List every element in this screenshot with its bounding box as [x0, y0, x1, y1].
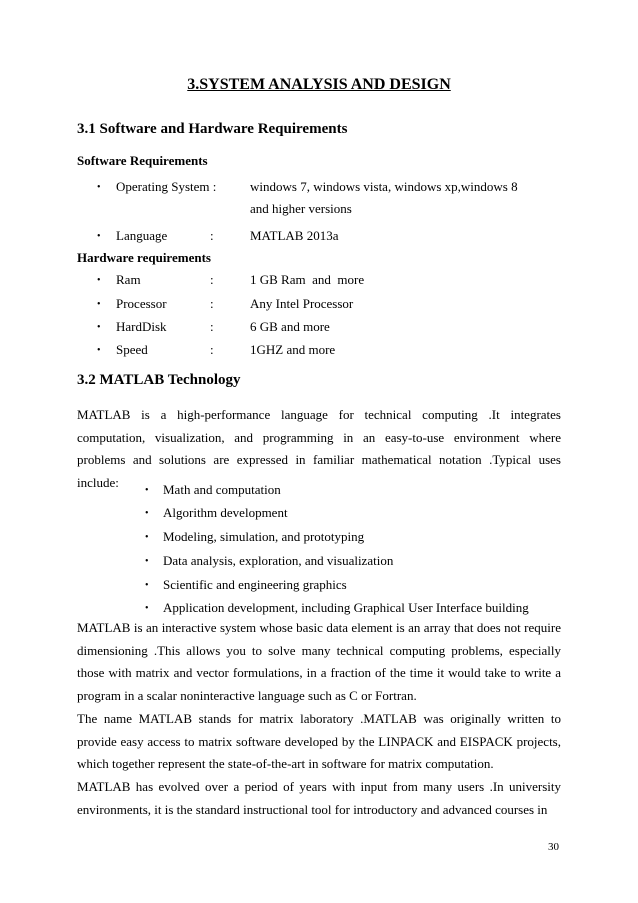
hardware-requirements-heading: Hardware requirements: [77, 250, 211, 265]
matlab-evolution-paragraph: MATLAB has evolved over a period of years with input from many users .In university environments, it is the standard instructional tool for introductory and advanced courses in: [77, 779, 561, 817]
requirement-colon: :: [210, 319, 214, 334]
requirement-value: 6 GB and more: [250, 319, 330, 334]
requirement-label: HardDisk: [116, 319, 167, 334]
bullet-icon: •: [97, 322, 101, 333]
bullet-icon: •: [145, 508, 149, 519]
list-item: Modeling, simulation, and prototyping: [163, 529, 365, 544]
matlab-name-paragraph: The name MATLAB stands for matrix laboratory .MATLAB was originally written to provide easy access to matrix software developed by the LINPACK and EISPACK projects, which together represent the state-of-the-art in software for matrix computation.: [77, 711, 561, 772]
list-item: Algorithm development: [163, 505, 288, 520]
bullet-icon: •: [145, 603, 149, 614]
list-item: Application development, including Graphical User Interface building: [163, 600, 529, 615]
requirement-label: Speed: [116, 342, 148, 357]
software-requirements-heading: Software Requirements: [77, 153, 208, 168]
matlab-intro-paragraph: MATLAB is a high-performance language for technical computing .It integrates computation, visualization, and programming in an easy-to-use environment where problems and solutions are expressed in familiar mathematical notation .Typical uses include:: [77, 407, 561, 491]
list-item: Data analysis, exploration, and visualization: [163, 553, 394, 568]
section-heading-requirements: 3.1 Software and Hardware Requirements: [77, 121, 348, 137]
page-number: 30: [548, 841, 559, 853]
requirement-colon: :: [210, 296, 214, 311]
requirement-colon: :: [210, 342, 214, 357]
bullet-icon: •: [97, 345, 101, 356]
bullet-icon: •: [97, 231, 101, 242]
bullet-icon: •: [145, 532, 149, 543]
page-title: 3.SYSTEM ANALYSIS AND DESIGN: [187, 76, 451, 93]
matlab-interactive-paragraph: MATLAB is an interactive system whose basic data element is an array that does not require dimensioning .This allows you to solve many technical computing problems, especially those with matrix and vector formulations, in a fraction of the time it would take to write a program in a scalar noninteractive language such as C or Fortran.: [77, 620, 561, 704]
section-heading-matlab: 3.2 MATLAB Technology: [77, 372, 241, 388]
bullet-icon: •: [97, 275, 101, 286]
bullet-icon: •: [97, 182, 101, 193]
requirement-value: 1 GB Ram and more: [250, 272, 365, 287]
bullet-icon: •: [97, 299, 101, 310]
requirement-colon: :: [210, 228, 214, 243]
requirement-value: windows 7, windows vista, windows xp,windows 8: [250, 179, 518, 194]
requirement-label: Processor: [116, 296, 167, 311]
requirement-value: 1GHZ and more: [250, 342, 336, 357]
list-item: Math and computation: [163, 482, 281, 497]
bullet-icon: •: [145, 580, 149, 591]
requirement-value-continued: and higher versions: [250, 201, 352, 216]
bullet-icon: •: [145, 556, 149, 567]
requirement-value: Any Intel Processor: [250, 296, 354, 311]
bullet-icon: •: [145, 485, 149, 496]
requirement-label: Operating System :: [116, 179, 217, 194]
requirement-label: Language: [116, 228, 168, 243]
requirement-label: Ram: [116, 272, 141, 287]
list-item: Scientific and engineering graphics: [163, 577, 347, 592]
requirement-colon: :: [210, 272, 214, 287]
requirement-value: MATLAB 2013a: [250, 228, 339, 243]
